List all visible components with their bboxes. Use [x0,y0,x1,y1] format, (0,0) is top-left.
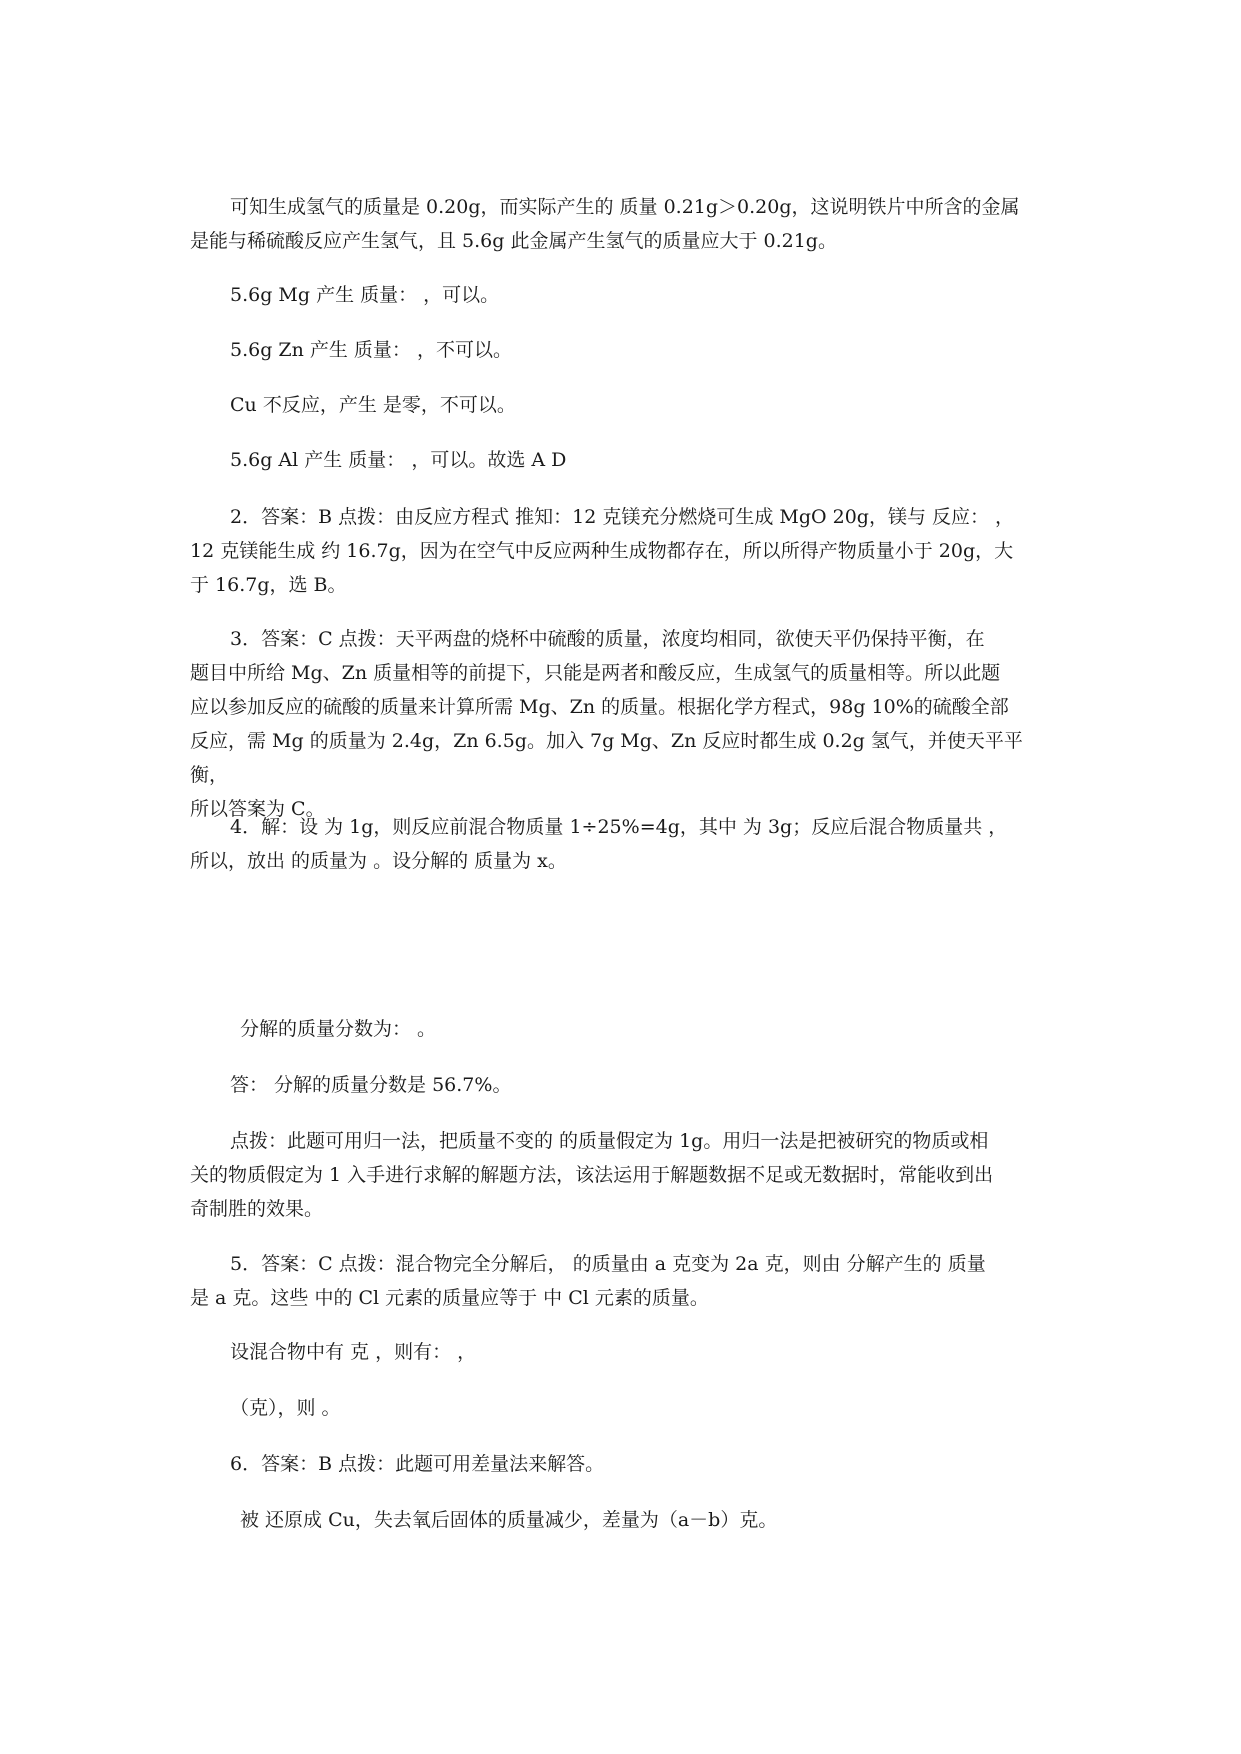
paragraph-line: 是能与稀硫酸反应产生氢气，且 5.6g 此金属产生氢气的质量应大于 0.21g。 [190,230,837,252]
paragraph-hydrogen-mass [190,190,1060,258]
paragraph-line: 所以，放出 的质量为 。设分解的 质量为 x。 [190,850,567,872]
paragraph-line: 应以参加反应的硫酸的质量来计算所需 Mg、Zn 的质量。根据化学方程式，98g 10%的硫酸全部 [190,696,1009,718]
paragraph-line: 关的物质假定为 1 入手进行求解的解题方法，该法运用于解题数据不足或无数据时，常能收到出 [190,1164,994,1186]
paragraph-line: 题目中所给 Mg、Zn 质量相等的前提下，只能是两者和酸反应，生成氢气的质量相等。所以此题 [190,662,1001,684]
paragraph-line: 奇制胜的效果。 [190,1198,324,1220]
paragraph-line: 3．答案：C 点拨：天平两盘的烧杯中硫酸的质量，浓度均相同，欲使天平仍保持平衡，在 [230,628,985,650]
line-cu: Cu 不反应，产生 是零，不可以。 [230,394,516,416]
line-grams-result: （克），则 。 [230,1397,341,1419]
line-assume-mixture: 设混合物中有 克 ，则有： ， [230,1341,477,1363]
paragraph-answer-4 [190,810,1060,878]
paragraph-line: 点拨：此题可用归一法，把质量不变的 的质量假定为 1g。用归一法是把被研究的物质或相 [230,1130,989,1152]
paragraph-line: 可知生成氢气的质量是 0.20g，而实际产生的 质量 0.21g＞0.20g，这说明铁片中所含的金属 [230,196,1020,218]
paragraph-line: 12 克镁能生成 约 16.7g，因为在空气中反应两种生成物都存在，所以所得产物质量小于 20g，大 [190,540,1014,562]
paragraph-line: 5．答案：C 点拨：混合物完全分解后， 的质量由 a 克变为 2a 克，则由 分解产生的 质量 [230,1253,986,1275]
paragraph-line: 所以答案为 C。 [190,798,325,820]
paragraph-line: 4．解：设 为 1g，则反应前混合物质量 1÷25%=4g，其中 为 3g；反应后混合物质量共 ， [230,816,1008,838]
paragraph-line: 于 16.7g，选 B。 [190,574,347,596]
paragraph-normalization-hint [190,1124,1060,1226]
line-decomposition-fraction: 分解的质量分数为： 。 [240,1018,437,1040]
line-answer-result: 答： 分解的质量分数是 56.7%。 [230,1074,512,1096]
line-answer-6: 6．答案：B 点拨：此题可用差量法来解答。 [230,1453,605,1475]
paragraph-line: 反应，需 Mg 的质量为 2.4g，Zn 6.5g。加入 7g Mg、Zn 反应时都生成 0.2g 氢气，并使天平平衡， [190,730,1023,786]
line-reduction-difference: 被 还原成 Cu，失去氧后固体的质量减少，差量为（a－b）克。 [240,1509,778,1531]
paragraph-answer-5 [190,1247,1060,1315]
paragraph-line: 是 a 克。这些 中的 Cl 元素的质量应等于 中 Cl 元素的质量。 [190,1287,709,1309]
paragraph-answer-3 [190,622,1060,826]
line-mg: 5.6g Mg 产生 质量： ，可以。 [230,284,500,306]
line-zn: 5.6g Zn 产生 质量： ，不可以。 [230,339,512,361]
paragraph-answer-2 [190,500,1060,602]
line-al: 5.6g Al 产生 质量： ，可以。故选 A D [230,449,567,471]
paragraph-line: 2．答案：B 点拨：由反应方程式 推知：12 克镁充分燃烧可生成 MgO 20g，镁与 反应： ， [230,506,1015,528]
